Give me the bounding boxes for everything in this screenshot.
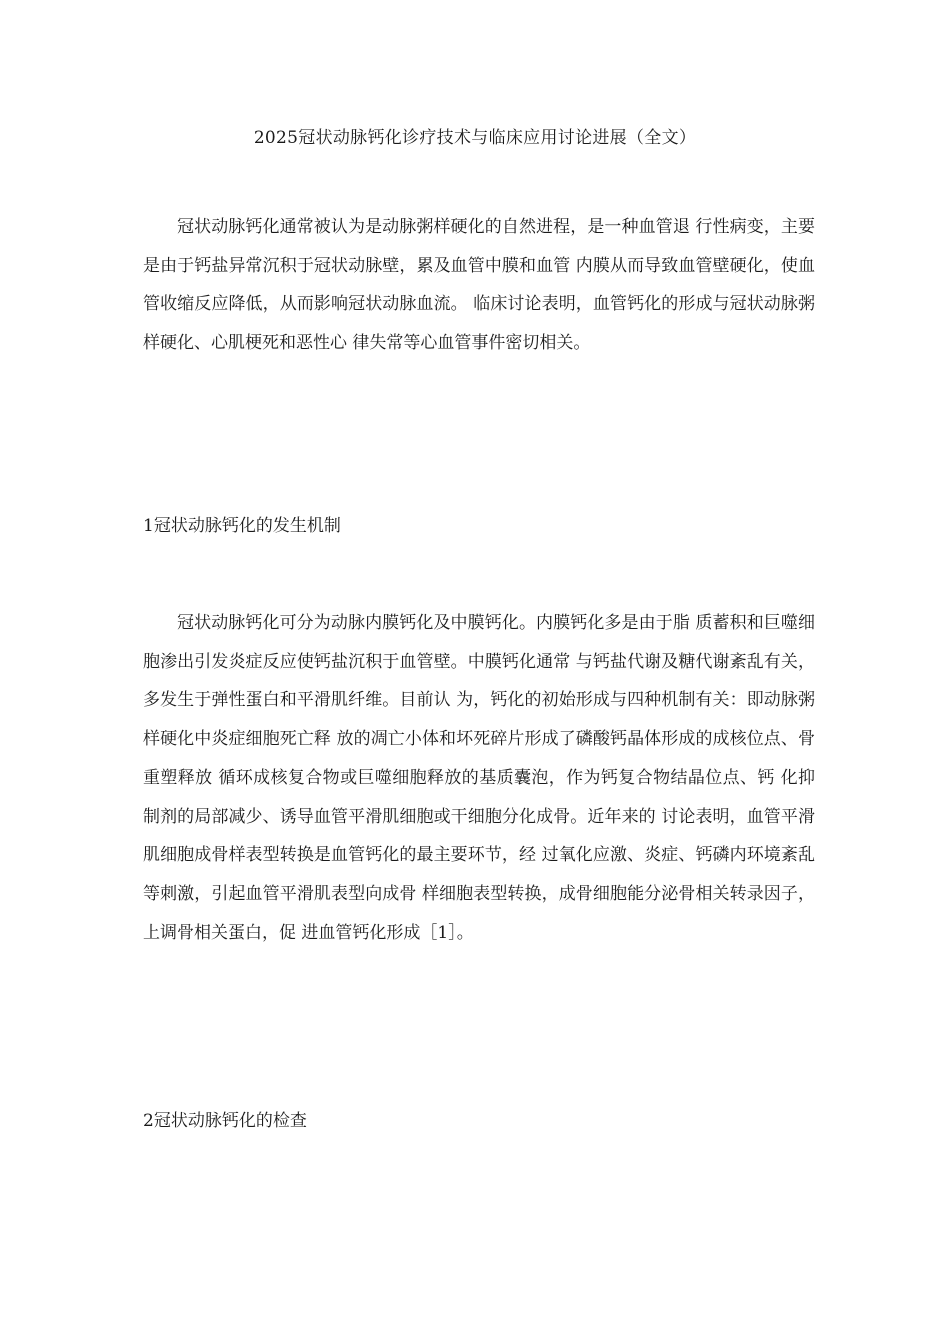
mechanism-paragraph: 冠状动脉钙化可分为动脉内膜钙化及中膜钙化。内膜钙化多是由于脂 质蓄积和巨噬细胞渗出引发炎症反应使钙盐沉积于血管壁。中膜钙化通常 与钙盐代谢及糖代谢紊乱有关，多发生于弹性蛋白和平滑肌纤维。目前认 为，钙化的初始形成与四种机制有关：即动脉粥样硬化中炎症细胞死亡释 放的凋亡小体和坏死碎片形成了磷酸钙晶体形成的成核位点、骨重塑释放 循环成核复合物或巨噬细胞释放的基质囊泡，作为钙复合物结晶位点、钙 化抑制剂的局部减少、诱导血管平滑肌细胞或干细胞分化成骨。近年来的 讨论表明，血管平滑肌细胞成骨样表型转换是血管钙化的最主要环节，经 过氧化应激、炎症、钙磷内环境紊乱等刺激，引起血管平滑肌表型向成骨 样细胞表型转换，成骨细胞能分泌骨相关转录因子，上调骨相关蛋白，促 进血管钙化形成［1］。 [143, 613, 815, 943]
section-heading-examination: 2冠状动脉钙化的检查 [143, 1111, 307, 1131]
page-title: 2025冠状动脉钙化诊疗技术与临床应用讨论进展（全文） [253, 128, 697, 148]
section-heading-mechanism: 1冠状动脉钙化的发生机制 [143, 516, 341, 536]
intro-paragraph: 冠状动脉钙化通常被认为是动脉粥样硬化的自然进程，是一种血管退 行性病变，主要是由于钙盐异常沉积于冠状动脉壁，累及血管中膜和血管 内膜从而导致血管壁硬化，使血管收缩反应降低，从而影响冠状动脉血流。 临床讨论表明，血管钙化的形成与冠状动脉粥样硬化、心肌梗死和恶性心 律失常等心血管事件密切相关。 [143, 217, 815, 354]
